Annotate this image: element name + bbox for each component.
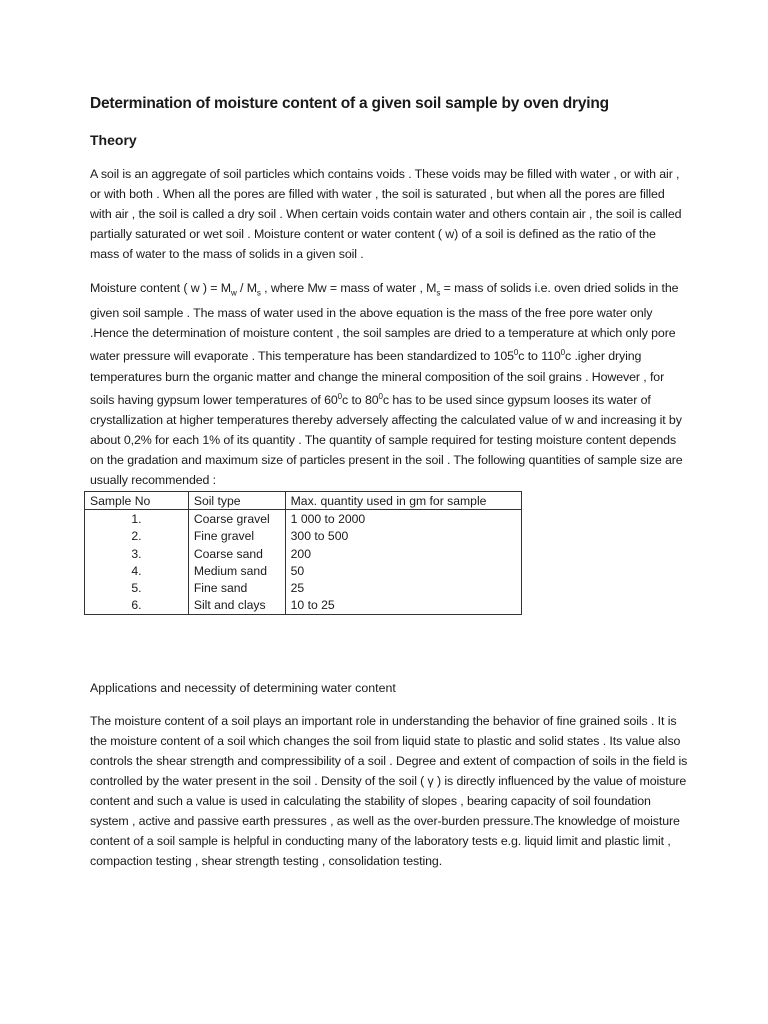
document-title: Determination of moisture content of a given soil sample by oven drying (90, 95, 609, 112)
table-header-row (85, 492, 522, 510)
header-soil-type: Soil type (188, 492, 285, 510)
cell-max-quantity: 300 to 500 (285, 528, 521, 545)
subscript: s (436, 288, 441, 298)
subscript: w (230, 288, 237, 298)
cell-soil-type: Coarse gravel (188, 510, 285, 528)
paragraph2-text: / M (236, 281, 257, 295)
header-sample-no: Sample No (85, 492, 189, 510)
paragraph2-text: Moisture content ( w ) = M (90, 281, 231, 295)
applications-paragraph: The moisture content of a soil plays an important role in understanding the behavior of fine grained soils . It is the moisture content of a soil which changes the soil from liquid state to plastic and solid states . Its value also controls the shear strength and compressibility of a soil . Degree and extent of compaction of soils in the field is controlled by the water present in the soil . Density of the soil ( γ ) is directly influenced by the value of moisture content and such a value is used in calculating the stability of slopes , bearing capacity of soil foundation system , active and passive earth pressures , as well as the over-burden pressure.The knowledge of moisture content of a soil sample is helpful in conducting many of the laboratory tests e.g. liquid limit and plastic limit , compaction testing , shear strength testing , consolidation testing. (90, 714, 688, 868)
paragraph2-text: c has to be used since gypsum looses its water of crystallization at higher temperatures thereby adversely affecting the calculated value of w and increasing it by about 0,2% for each 1% of its quantity . The quantity of sample required for testing moisture content depends on the gradation and maximum size of particles present in the soil . The following quantities of sample size are usually recommended : (90, 392, 683, 487)
cell-max-quantity: 1 000 to 2000 (285, 510, 521, 528)
table-row (85, 562, 522, 579)
cell-max-quantity: 200 (285, 545, 521, 562)
table-row (85, 528, 522, 545)
cell-sample-no: 6. (85, 597, 189, 615)
cell-max-quantity: 25 (285, 579, 521, 596)
applications-heading: Applications and necessity of determining water content (90, 681, 396, 695)
cell-sample-no: 2. (85, 528, 189, 545)
cell-sample-no: 3. (85, 545, 189, 562)
cell-soil-type: Fine sand (188, 579, 285, 596)
paragraph2-text: c to 110 (518, 349, 561, 364)
superscript: 0 (560, 348, 566, 358)
cell-max-quantity: 10 to 25 (285, 597, 521, 615)
table-row (85, 510, 522, 528)
table-row (85, 597, 522, 615)
theory-paragraph-1: A soil is an aggregate of soil particles which contains voids . These voids may be filled with water , or with air , or with both . When all the pores are filled with water , the soil is saturated , but when all the pores are filled with air , the soil is called a dry soil . When certain voids contain water and others contain air , the soil is called partially saturated or wet soil . Moisture content or water content ( w) of a soil is defined as the ratio of the mass of water to the mass of solids in a given soil . (90, 167, 682, 261)
cell-soil-type: Silt and clays (188, 597, 285, 615)
superscript: 0 (513, 348, 519, 358)
table-row (85, 545, 522, 562)
theory-heading: Theory (90, 132, 137, 148)
cell-sample-no: 5. (85, 579, 189, 596)
superscript: 0 (378, 391, 383, 401)
sample-size-table (84, 491, 522, 615)
cell-sample-no: 4. (85, 562, 189, 579)
paragraph2-text: c to 80 (342, 392, 379, 407)
table-row (85, 579, 522, 596)
cell-soil-type: Medium sand (188, 562, 285, 579)
superscript: 0 (337, 391, 343, 401)
paragraph2-text: , where Mw = mass of water , M (260, 281, 437, 295)
paragraph2-text: c .igher drying temperatures burn the organic matter and change the mineral composition of the soil grains . However , for soils having gypsum lower temperatures of 60 (90, 349, 665, 407)
cell-soil-type: Coarse sand (188, 545, 285, 562)
subscript: s (256, 288, 261, 298)
cell-max-quantity: 50 (285, 562, 521, 579)
header-max-quantity: Max. quantity used in gm for sample (285, 492, 521, 510)
cell-sample-no: 1. (85, 510, 189, 528)
paragraph2-text: = mass of solids i.e. oven dried solids in the given soil sample . The mass of water used in the above equation is the mass of the free pore water only .Hence the determination of moisture content , the soil samples are dried to a temperature at which only pore water pressure will evaporate . This temperature has been standardized to 105 (90, 281, 679, 364)
cell-soil-type: Fine gravel (188, 528, 285, 545)
theory-paragraph-2 (90, 278, 688, 490)
